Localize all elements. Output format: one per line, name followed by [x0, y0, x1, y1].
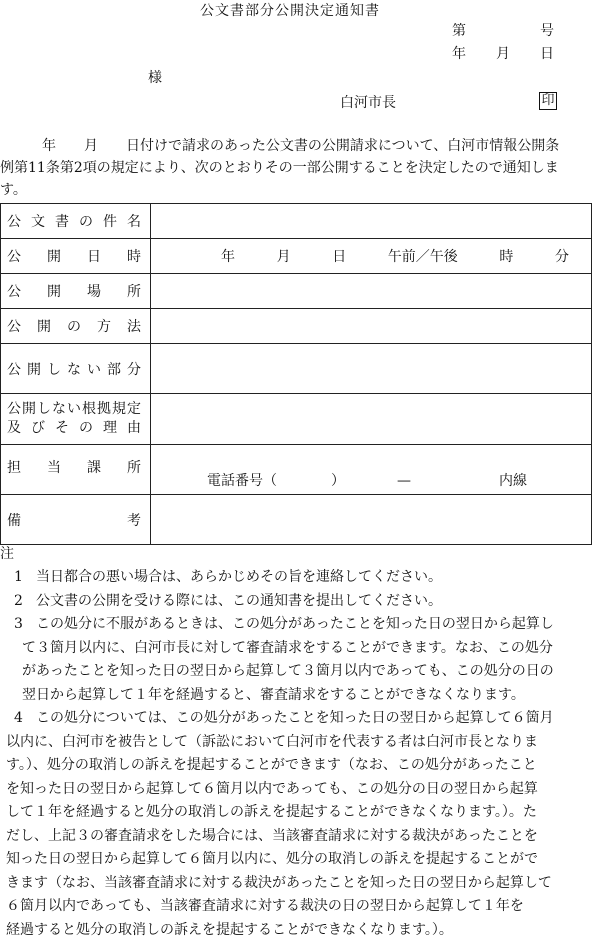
label-method: 公 開 の 方 法 — [7, 316, 141, 336]
recipient-suffix: 様 — [148, 71, 162, 85]
intro-line-2: 例第11条第2項の規定により、次のとおりその一部公開することを決定したので通知しま — [0, 157, 588, 179]
intro-paragraph — [0, 135, 588, 201]
note-line: 翌日から起算して１年を経過すると、審査請求をすることができなくなります。 — [22, 684, 592, 708]
note-line: 経過すると処分の取消しの訴えを提起することができなくなります。）。 — [6, 919, 592, 942]
issuer-name: 白河市長 — [340, 96, 396, 110]
phone-close: ） — [331, 474, 345, 488]
note-line: だし、上記３の審査請求をした場合には、当該審査請求に対する裁決があったことを — [6, 825, 592, 849]
label-subject: 公 文 書 の 件 名 — [7, 211, 141, 231]
datetime-month: 月 — [277, 246, 291, 266]
note-number: 4 — [0, 707, 36, 942]
note-item — [0, 707, 592, 942]
note-item — [0, 613, 592, 707]
phone-dash: — — [397, 474, 411, 488]
phone-extension: 内線 — [499, 474, 527, 488]
form-label — [1, 204, 151, 239]
note-line: ６箇月以内であっても、当該審査請求に対する裁決の日の翌日から起算して１年を — [6, 895, 592, 919]
note-line: 以内に、白河市を被告として（訴訟において白河市を代表する者は白河市長となりま — [6, 731, 592, 755]
form-value-grounds[interactable] — [151, 394, 592, 445]
notes-heading: 注 — [0, 544, 592, 566]
form-value-remarks[interactable] — [151, 495, 592, 545]
datetime-year: 年 — [221, 246, 235, 266]
issue-date-day: 日 — [540, 47, 554, 61]
intro-line-1: 年 月 日付けで請求のあった公文書の公開請求について、白河市情報公開条 — [0, 135, 588, 157]
note-number: 1 — [0, 566, 36, 590]
note-line: きます（なお、当該審査請求に対する裁決があったことを知った日の翌日から起算して — [6, 872, 592, 896]
issue-date-year: 年 — [452, 47, 466, 61]
form-row-withheld — [1, 344, 592, 394]
form-row-datetime — [1, 239, 592, 274]
label-withheld: 公 開 し な い 部 分 — [7, 359, 141, 379]
phone-label: 電話番号（ — [207, 474, 277, 488]
label-grounds-line2: 及 び そ の 理 由 — [7, 419, 141, 438]
datetime-day: 日 — [332, 246, 346, 266]
form-value-place[interactable] — [151, 274, 592, 309]
label-datetime: 公 開 日 時 — [7, 246, 141, 266]
number-suffix: 号 — [540, 24, 554, 38]
form-row-grounds — [1, 394, 592, 445]
note-line: この処分に不服があるときは、この処分があったことを知った日の翌日から起算し — [36, 613, 592, 637]
label-section: 担 当 課 所 — [7, 457, 141, 477]
issue-date-month: 月 — [496, 47, 510, 61]
note-number: 3 — [0, 613, 36, 707]
note-line: して１年を経過すると処分の取消しの訴えを提起することができなくなります。）。た — [6, 801, 592, 825]
form-value-subject[interactable] — [151, 204, 592, 239]
label-grounds-line1: 公 開 し な い 根 拠 規 定 — [7, 400, 141, 419]
seal-mark: 印 — [539, 92, 557, 110]
note-line: て３箇月以内に、白河市長に対して審査請求をすることができます。なお、この処分 — [22, 637, 592, 661]
disclosure-form-table — [0, 203, 592, 545]
notes-section — [0, 544, 592, 942]
note-line: す。）、処分の取消しの訴えを提起することができます（なお、この処分があったこと — [6, 754, 592, 778]
note-item — [0, 566, 592, 590]
note-number: 2 — [0, 590, 36, 614]
label-remarks: 備 考 — [7, 510, 141, 530]
note-item — [0, 590, 592, 614]
label-place: 公 開 場 所 — [7, 281, 141, 301]
note-line: があったことを知った日の翌日から起算して３箇月以内であっても、この処分の日の — [22, 660, 592, 684]
document-title: 公文書部分公開決定通知書 — [200, 4, 380, 18]
form-row-remarks — [1, 495, 592, 545]
note-line: 当日都合の悪い場合は、あらかじめその旨を連絡してください。 — [36, 566, 592, 590]
form-value-datetime[interactable] — [151, 239, 592, 274]
form-row-place — [1, 274, 592, 309]
form-value-withheld[interactable] — [151, 344, 592, 394]
form-value-section[interactable] — [151, 445, 592, 495]
form-value-method[interactable] — [151, 309, 592, 344]
form-row-method — [1, 309, 592, 344]
form-row-title — [1, 204, 592, 239]
note-line: 公文書の公開を受ける際には、この通知書を提出してください。 — [36, 590, 592, 614]
note-line: を知った日の翌日から起算して６箇月以内であっても、この処分の日の翌日から起算 — [6, 778, 592, 802]
number-prefix: 第 — [452, 24, 466, 38]
form-row-section — [1, 445, 592, 495]
note-line: この処分については、この処分があったことを知った日の翌日から起算して６箇月 — [36, 707, 592, 731]
note-line: 知った日の翌日から起算して６箇月以内に、処分の取消しの訴えを提起することがで — [6, 848, 592, 872]
datetime-hour: 時 — [499, 246, 513, 266]
intro-line-3: す。 — [0, 179, 588, 201]
datetime-ampm: 午前／午後 — [388, 246, 458, 266]
datetime-minute: 分 — [555, 246, 569, 266]
